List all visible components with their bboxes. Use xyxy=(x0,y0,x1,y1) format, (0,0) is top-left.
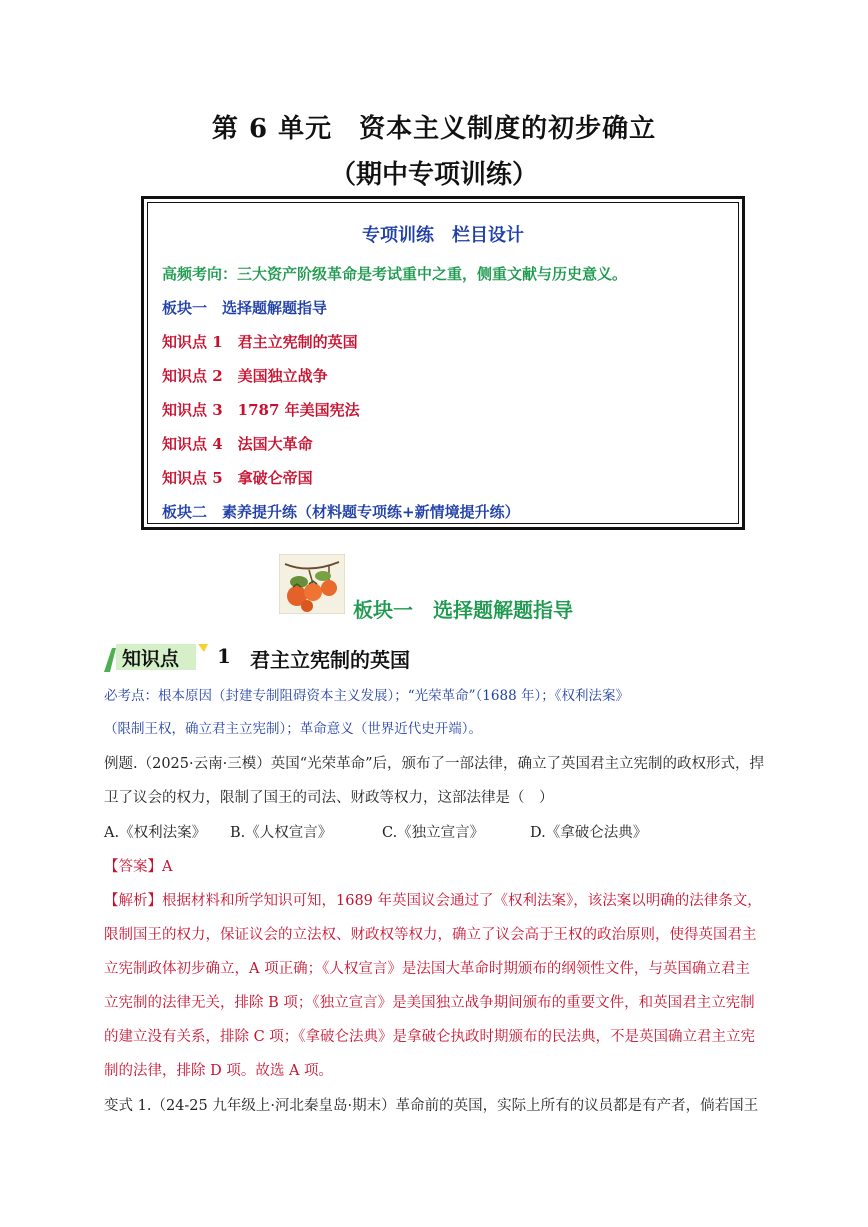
knowledge-point-title: 君主立宪制的英国 xyxy=(250,648,410,672)
analysis-line-5: 的建立没有关系，排除 C 项；《拿破仑法典》是拿破仑执政时期颁布的民法典，不是英国确立君主立宪 xyxy=(104,1029,756,1045)
section-banner-title: 板块一 选择题解题指导 xyxy=(353,598,573,622)
option-d: D.《拿破仑法典》 xyxy=(530,825,648,841)
summary-box xyxy=(141,196,745,530)
page-subtitle: （期中专项训练） xyxy=(329,160,538,190)
knowledge-point-badge-text: 知识点 xyxy=(122,648,180,670)
knowledge-point-badge xyxy=(104,642,210,672)
analysis-line-6: 制的法律，排除 D 项。故选 A 项。 xyxy=(104,1063,334,1079)
page-title: 第 6 单元 资本主义制度的初步确立 xyxy=(211,114,657,144)
example-options xyxy=(104,817,796,850)
option-a: A.《权利法案》 xyxy=(104,825,207,841)
summary-point-5: 知识点 5 拿破仑帝国 xyxy=(162,469,313,487)
must-know-line-1: 必考点：根本原因（封建专制阻碍资本主义发展）；“光荣革命”（1688 年）；《权利法案》 xyxy=(104,688,629,704)
knowledge-point-number: 1 xyxy=(217,644,231,668)
analysis-line-3: 立宪制政体初步确立，A 项正确；《人权宣言》是法国大革命时期颁布的纲领性文件，与英国确立君主 xyxy=(104,961,750,977)
answer-line: 【答案】A xyxy=(104,859,173,875)
option-c: C.《独立宣言》 xyxy=(382,825,485,841)
analysis-line-2: 限制国王的权力，保证议会的立法权、财政权等权力，确立了议会高于王权的政治原则，使得英国君主 xyxy=(104,927,757,943)
must-know-line-2: （限制王权，确立君主立宪制）；革命意义（世界近代史开端）。 xyxy=(104,721,482,737)
analysis-line-4: 立宪制的法律无关，排除 B 项；《独立宣言》是美国独立战争期间颁布的重要文件，和英国君主立宪制 xyxy=(104,995,755,1011)
summary-point-3: 知识点 3 1787 年美国宪法 xyxy=(162,401,360,419)
summary-point-1: 知识点 1 君主立宪制的英国 xyxy=(162,333,358,351)
analysis-line-1: 【解析】根据材料和所学知识可知，1689 年英国议会通过了《权利法案》，该法案以明确的法律条文， xyxy=(104,893,762,909)
summary-heading: 专项训练 栏目设计 xyxy=(362,225,524,246)
summary-box-inner xyxy=(147,202,739,524)
example-line-1: 例题.（2025·云南·三模）英国“光荣革命”后，颁布了一部法律，确立了英国君主立宪制的政权形式，捍 xyxy=(104,756,765,772)
persimmon-illustration xyxy=(279,554,345,614)
variant-line-1: 变式 1.（24-25 九年级上·河北秦皇岛·期末）革命前的英国，实际上所有的议员都是有产者，倘若国王 xyxy=(104,1098,759,1114)
summary-point-2: 知识点 2 美国独立战争 xyxy=(162,367,328,385)
summary-point-4: 知识点 4 法国大革命 xyxy=(162,435,313,453)
summary-section2: 板块二 素养提升练（材料题专项练+新情境提升练） xyxy=(162,503,520,521)
summary-focus: 高频考向：三大资产阶级革命是考试重中之重，侧重文献与历史意义。 xyxy=(162,265,628,283)
summary-section1: 板块一 选择题解题指导 xyxy=(162,299,328,317)
option-b: B.《人权宣言》 xyxy=(230,825,333,841)
example-line-2: 卫了议会的权力，限制了国王的司法、财政等权力，这部法律是（ ） xyxy=(104,790,554,806)
